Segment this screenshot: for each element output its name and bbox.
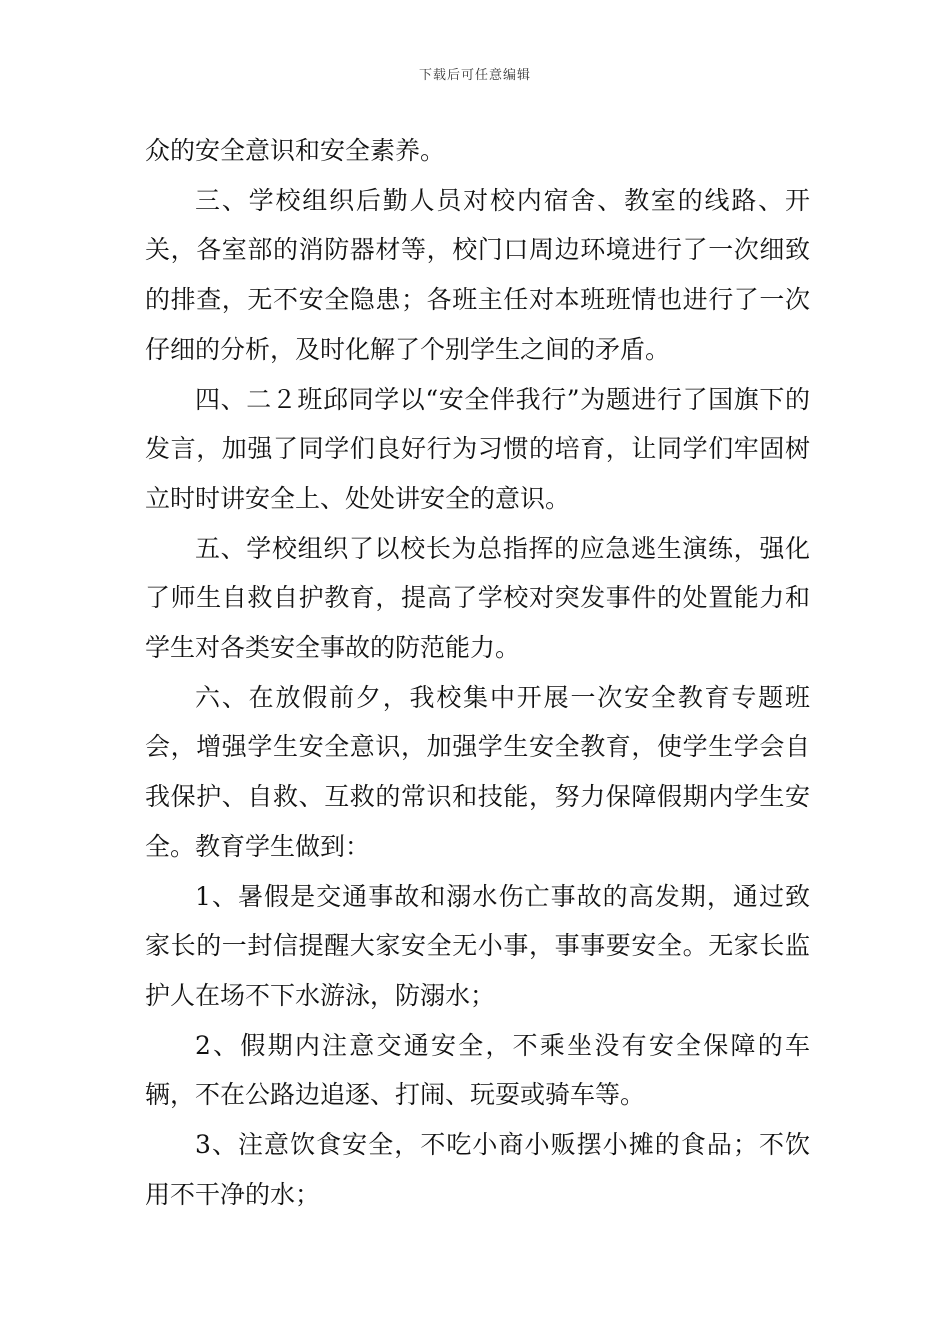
paragraph-section-3: 三、学校组织后勤人员对校内宿舍、教室的线路、开关，各室部的消防器材等，校门口周边环境进行了一次细致的排查，无不安全隐患；各班主任对本班班情也进行了一次仔细的分析，及时化解了个别学生之间的矛盾。 xyxy=(145,185,810,364)
paragraph-section-4: 四、二２班邱同学以“安全伴我行”为题进行了国旗下的发言，加强了同学们良好行为习惯的培育，让同学们牢固树立时时讲安全上、处处讲安全的意识。 xyxy=(145,384,810,513)
paragraph-continuation: 众的安全意识和安全素养。 xyxy=(145,136,446,165)
paragraph-item-1: 1、暑假是交通事故和溺水伤亡事故的高发期，通过致家长的一封信提醒大家安全无小事，事事要安全。无家长监护人在场不下水游泳，防溺水； xyxy=(145,881,810,1010)
paragraph-section-5: 五、学校组织了以校长为总指挥的应急逃生演练，强化了师生自救自护教育，提高了学校对突发事件的处置能力和学生对各类安全事故的防范能力。 xyxy=(145,533,810,663)
paragraph-item-3: 3、注意饮食安全，不吃小商小贩摆小摊的食品；不饮用不干净的水； xyxy=(145,1130,810,1209)
paragraph-item-2: 2、假期内注意交通安全，不乘坐没有安全保障的车辆，不在公路边追逐、打闹、玩耍或骑车等。 xyxy=(145,1030,810,1110)
paragraph-section-6: 六、在放假前夕，我校集中开展一次安全教育专题班会，增强学生安全意识，加强学生安全教育，使学生学会自我保护、自救、互救的常识和技能，努力保障假期内学生安全。教育学生做到： xyxy=(145,682,810,861)
page-header: 下载后可任意编辑 xyxy=(418,68,531,83)
document-body xyxy=(145,126,810,1219)
